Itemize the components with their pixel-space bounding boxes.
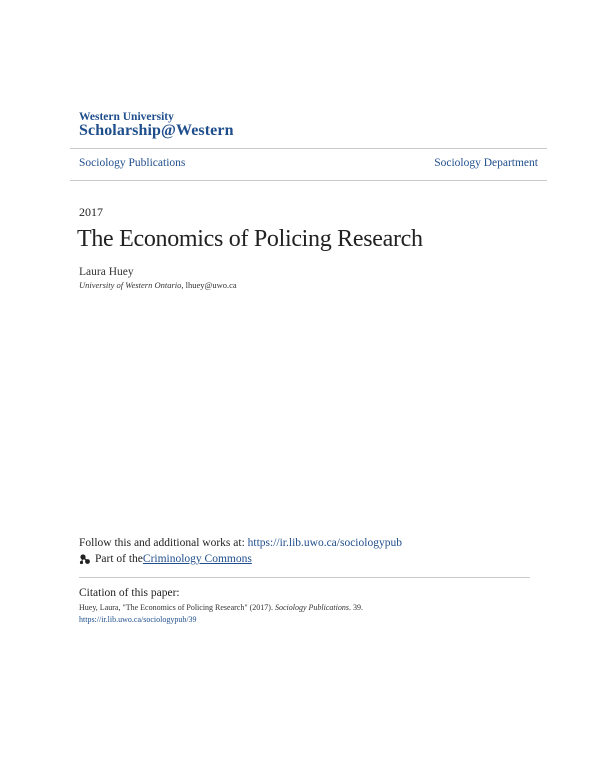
- follow-prefix: Follow this and additional works at:: [79, 537, 248, 549]
- citation-divider: [79, 577, 530, 578]
- department-link[interactable]: Sociology Department: [434, 157, 538, 169]
- author-name: Laura Huey: [79, 266, 134, 278]
- affiliation-separator: ,: [181, 280, 186, 290]
- publication-year: 2017: [79, 205, 103, 219]
- author-email[interactable]: lhuey@uwo.ca: [185, 280, 237, 290]
- collection-link[interactable]: Sociology Publications: [79, 157, 186, 169]
- citation-number: . 39.: [348, 603, 363, 612]
- network-icon: [79, 553, 91, 565]
- part-of-prefix: Part of the: [95, 553, 143, 565]
- citation-main: Huey, Laura, "The Economics of Policing Research" (2017).: [79, 603, 275, 612]
- paper-title: The Economics of Policing Research: [77, 226, 423, 252]
- citation-publication: Sociology Publications: [274, 603, 349, 612]
- criminology-commons-link[interactable]: Criminology Commons: [142, 553, 252, 565]
- header-divider-top: [70, 148, 547, 149]
- citation-url-link[interactable]: https://ir.lib.uwo.ca/sociologypub/39: [79, 615, 197, 624]
- follow-line: [79, 537, 402, 549]
- citation-heading: Citation of this paper:: [79, 587, 180, 599]
- affiliation-text: University of Western Ontario: [79, 280, 182, 290]
- header-divider-bottom: [70, 180, 547, 181]
- author-affiliation: [79, 280, 237, 290]
- repository-name[interactable]: Scholarship@Western: [79, 122, 234, 139]
- citation-text: [79, 603, 363, 612]
- institution-name: Western University: [79, 111, 174, 123]
- follow-url-link[interactable]: https://ir.lib.uwo.ca/sociologypub: [247, 537, 402, 549]
- part-of-line: [79, 553, 252, 565]
